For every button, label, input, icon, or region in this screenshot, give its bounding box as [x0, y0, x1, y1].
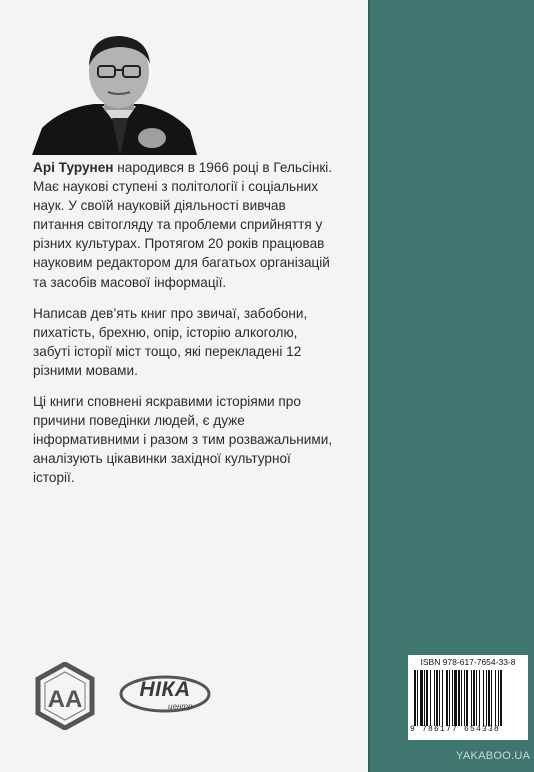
publisher-logo-nika [118, 674, 212, 720]
bio-paragraph-2: Написав дев’ять книг про звичаї, забобони, пихатість, брехню, опір, історію алкоголю, забуті історії міст тощо, які перекладені 12 різними мовами. [33, 305, 308, 378]
barcode-bar [452, 670, 453, 726]
barcode-bar [439, 670, 440, 726]
barcode-bar [420, 670, 423, 726]
barcode-bar [414, 670, 416, 726]
barcode-bar [442, 670, 443, 726]
barcode-bar [436, 670, 438, 726]
barcode-bar [483, 670, 484, 726]
isbn-label: ISBN 978-617-7654-33-8 [420, 657, 516, 667]
barcode-bar [473, 670, 475, 726]
barcode-bar [446, 670, 448, 726]
barcode-bar [498, 670, 499, 726]
barcode-bar [424, 670, 425, 726]
barcode-digits: 9 786177 654338 [410, 725, 501, 734]
barcode-bar [458, 670, 460, 726]
barcode-bar [500, 670, 502, 726]
barcode-bar [426, 670, 428, 726]
logo-aa-letters: AA [47, 686, 83, 713]
bio-paragraph-1-text: народився в 1966 році в Гельсінкі. Має наукові ступені з політології і соціальних наук. У своїй науковій діяльності вивчав питання світогляду та проблеми сприйняття у різних культурах. Протягом 20 років працював науковим редактором для багатьох організацій та засобів масової інформації. [33, 160, 333, 290]
barcode-bar [417, 670, 418, 726]
author-bio [33, 158, 333, 500]
barcode-bar [449, 670, 450, 726]
barcode-bar [471, 670, 472, 726]
barcode-bar [476, 670, 477, 726]
bio-paragraph-3: Ці книги сповнені яскравими історіями про причини поведінки людей, є дуже інформативними і разом з тим розважальними, аналізують цікавинки західної культурної історії. [33, 394, 333, 486]
author-photo [32, 30, 197, 155]
logo-nika-sub: центр [168, 702, 193, 711]
bio-paragraph-1 [33, 158, 333, 292]
barcode-bar [430, 670, 431, 726]
watermark-text: YAKABOO.UA [456, 750, 531, 762]
author-name: Арі Турунен [33, 160, 114, 175]
barcode-bar [479, 670, 480, 726]
barcode-bar [486, 670, 487, 726]
barcode-bar [461, 670, 462, 726]
isbn-barcode-block [408, 655, 528, 740]
barcode-bar [495, 670, 496, 726]
barcode-bar [466, 670, 468, 726]
barcode-graphic [414, 670, 524, 726]
barcode-bar [454, 670, 457, 726]
barcode-bar [488, 670, 490, 726]
logo-nika-name: НІКА [139, 678, 191, 701]
barcode-bar [491, 670, 492, 726]
barcode-bar [464, 670, 465, 726]
barcode-bar [434, 670, 435, 726]
publisher-logo-aa [34, 662, 96, 730]
